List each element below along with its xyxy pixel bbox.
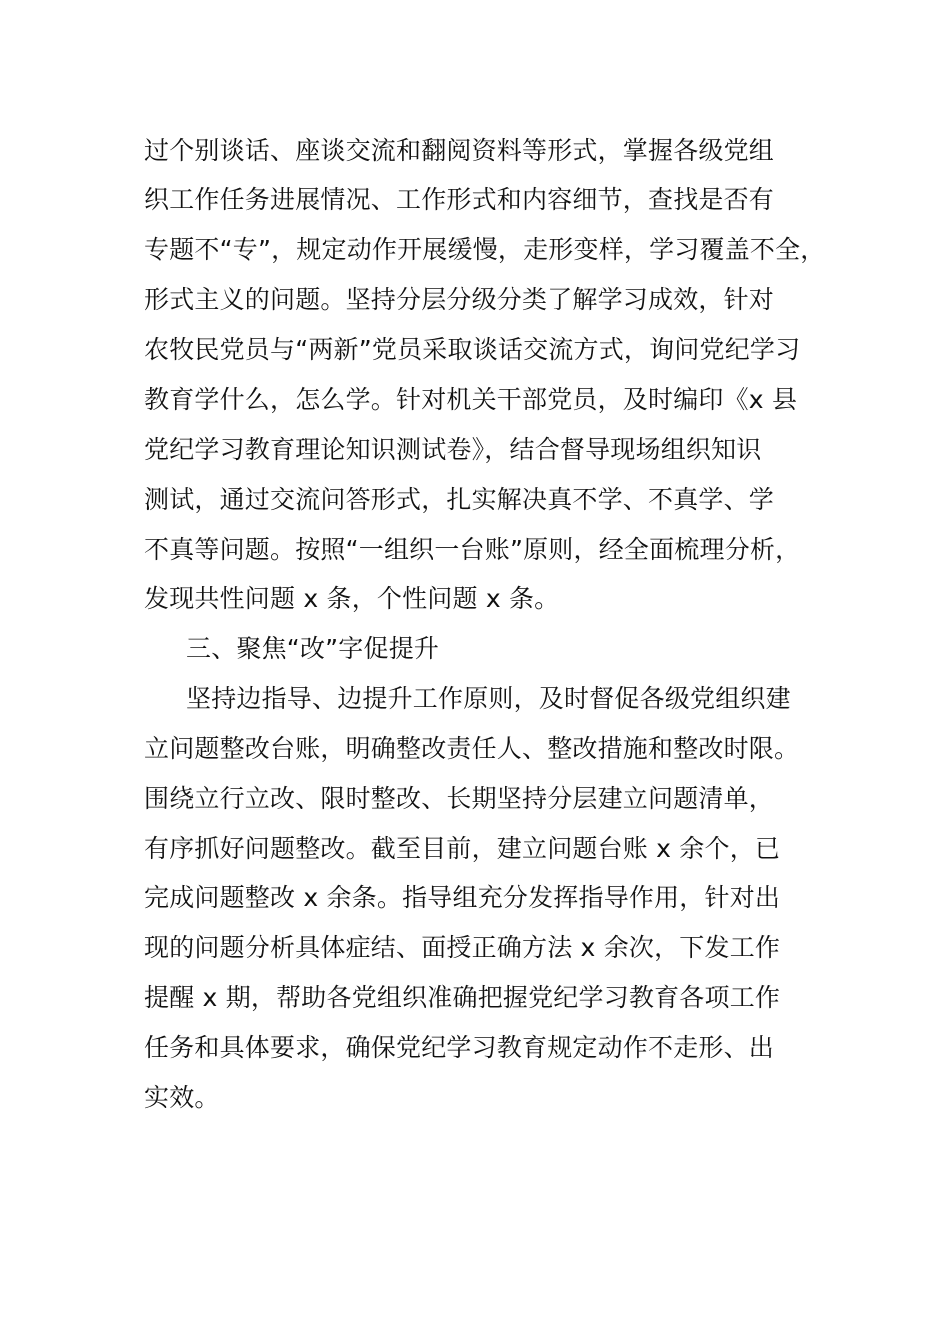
text-line-17: 现的问题分析具体症结、面授正确方法 x 余次，下发工作 xyxy=(144,933,781,962)
text-line-5: 农牧民党员与“两新”党员采取谈话交流方式，询问党纪学习 xyxy=(144,335,801,364)
text-line-8: 测试，通过交流问答形式，扎实解决真不学、不真学、学 xyxy=(144,485,775,514)
text-line-20: 实效。 xyxy=(144,1083,220,1112)
text-line-12: 坚持边指导、边提升工作原则，及时督促各级党组织建 xyxy=(186,684,791,713)
text-line-4: 形式主义的问题。坚持分层分级分类了解学习成效，针对 xyxy=(144,285,775,314)
text-line-1: 过个别谈话、座谈交流和翻阅资料等形式，掌握各级党组 xyxy=(144,136,775,165)
text-line-15: 有序抓好问题整改。截至目前，建立问题台账 x 余个，已 xyxy=(144,834,781,863)
text-line-7: 党纪学习教育理论知识测试卷》，结合督导现场组织知识 xyxy=(144,435,762,464)
text-line-13: 立问题整改台账，明确整改责任人、整改措施和整改时限。 xyxy=(144,734,800,763)
text-line-19: 任务和具体要求，确保党纪学习教育规定动作不走形、出 xyxy=(144,1033,775,1062)
text-line-18: 提醒 x 期，帮助各党组织准确把握党纪学习教育各项工作 xyxy=(144,983,781,1012)
text-line-9: 不真等问题。按照“一组织一台账”原则，经全面梳理分析， xyxy=(144,535,801,564)
text-line-10: 发现共性问题 x 条，个性问题 x 条。 xyxy=(144,584,560,613)
text-line-6: 教育学什么，怎么学。针对机关干部党员，及时编印《x 县 xyxy=(144,385,798,414)
text-line-3: 专题不“专”，规定动作开展缓慢，走形变样，学习覆盖不全， xyxy=(144,235,826,264)
text-line-14: 围绕立行立改、限时整改、长期坚持分层建立问题清单， xyxy=(144,784,775,813)
text-line-16: 完成问题整改 x 余条。指导组充分发挥指导作用，针对出 xyxy=(144,883,781,912)
text-line-2: 织工作任务进展情况、工作形式和内容细节，查找是否有 xyxy=(144,185,775,214)
section-heading: 三、聚焦“改”字促提升 xyxy=(186,634,440,663)
